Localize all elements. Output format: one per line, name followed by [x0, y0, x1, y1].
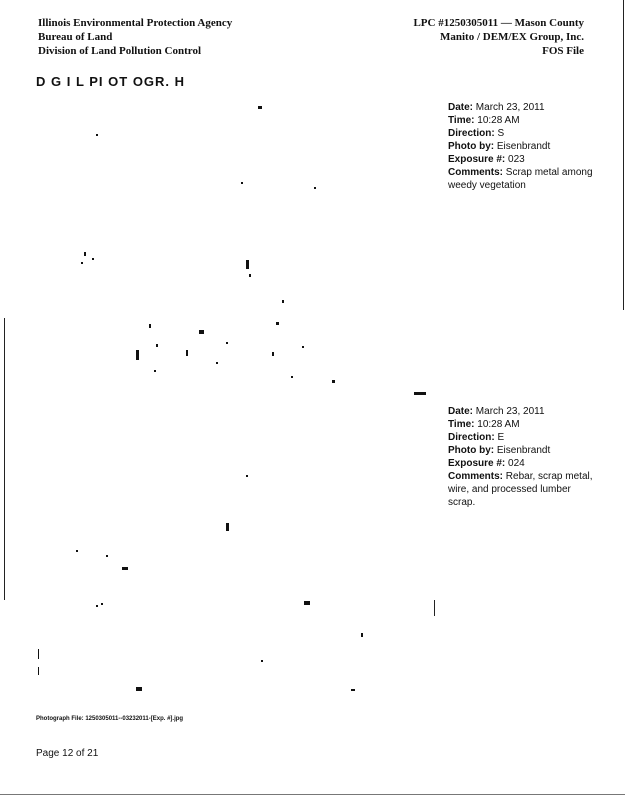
date-row: [448, 101, 598, 114]
date-row: [448, 405, 598, 418]
agency-header: [38, 16, 232, 58]
bottom-rule: [0, 794, 625, 795]
comments-value: Scrap metal among weedy vegetation: [448, 167, 593, 191]
comments-row: [448, 166, 598, 192]
comments-label: Comments:: [448, 167, 504, 178]
time-label: Time:: [448, 115, 475, 126]
exposure-value: 023: [508, 154, 525, 165]
site-header: [413, 16, 584, 58]
time-value: 10:28 AM: [477, 115, 520, 126]
date-label: Date:: [448, 102, 474, 113]
exposure-label: Exposure #:: [448, 458, 506, 469]
bureau-name: Bureau of Land: [38, 31, 113, 43]
document-title: D G I L PI OT OGR. H: [36, 74, 186, 89]
page-number: Page 12 of 21: [36, 748, 99, 759]
photograph-file-name: Photograph File: 1250305011--03232011-[Exp. #].jpg: [36, 716, 184, 722]
date-value: March 23, 2011: [475, 102, 545, 113]
comments-row: [448, 470, 598, 509]
photo-by-row: [448, 444, 598, 457]
photo-1-metadata: [448, 101, 598, 192]
comments-label: Comments:: [448, 471, 504, 482]
time-row: [448, 418, 598, 431]
photo-by-row: [448, 140, 598, 153]
exposure-label: Exposure #:: [448, 154, 506, 165]
photo-by-label: Photo by:: [448, 141, 495, 152]
photo-2-metadata: [448, 405, 598, 509]
comments-value: Rebar, scrap metal, wire, and processed lumber scrap.: [448, 471, 593, 508]
time-row: [448, 114, 598, 127]
exposure-value: 024: [508, 458, 525, 469]
direction-row: [448, 127, 598, 140]
direction-label: Direction:: [448, 128, 495, 139]
photo-by-value: Eisenbrandt: [496, 141, 551, 152]
direction-value: S: [497, 128, 505, 139]
site-id: LPC #1250305011 — Mason County: [413, 17, 584, 29]
left-edge-line: [4, 318, 5, 600]
photo-1: [36, 92, 436, 397]
exposure-row: [448, 457, 598, 470]
exposure-row: [448, 153, 598, 166]
photo-by-value: Eisenbrandt: [496, 445, 551, 456]
date-value: March 23, 2011: [475, 406, 545, 417]
agency-name: Illinois Environmental Protection Agency: [38, 17, 233, 29]
division-name: Division of Land Pollution Control: [38, 45, 201, 57]
direction-value: E: [497, 432, 505, 443]
right-edge-line: [623, 0, 624, 310]
date-label: Date:: [448, 406, 474, 417]
time-value: 10:28 AM: [477, 419, 520, 430]
direction-label: Direction:: [448, 432, 495, 443]
direction-row: [448, 431, 598, 444]
site-name: Manito / DEM/EX Group, Inc.: [439, 31, 584, 43]
photo-2: [36, 405, 436, 700]
photo-by-label: Photo by:: [448, 445, 495, 456]
file-type: FOS File: [542, 45, 584, 57]
time-label: Time:: [448, 419, 475, 430]
